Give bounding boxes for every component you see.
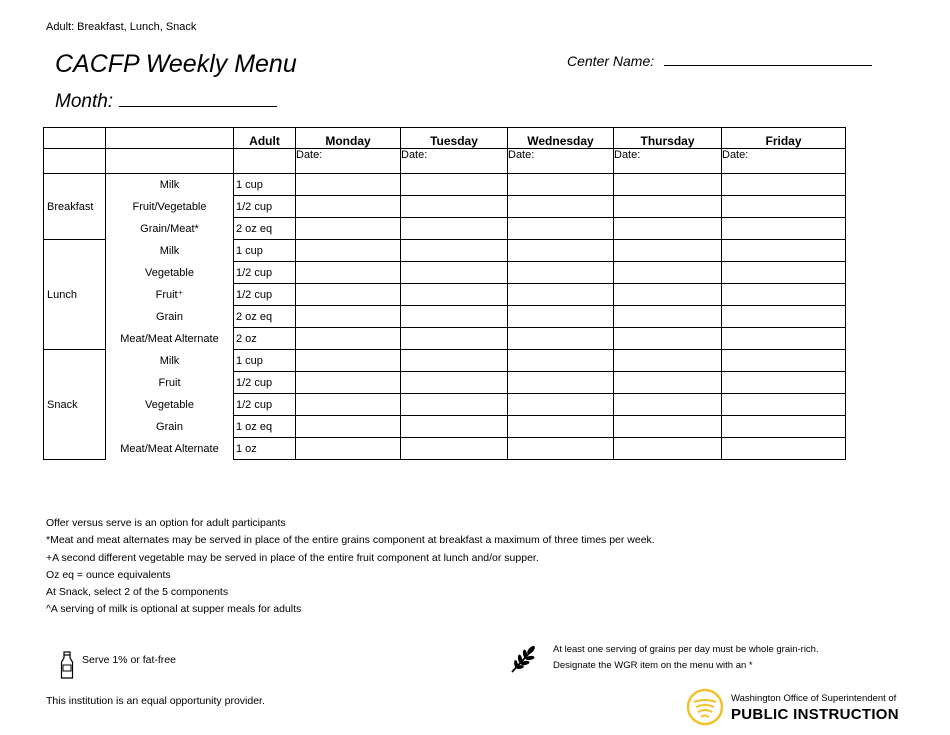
note-line: ^A serving of milk is optional at supper meals for adults (46, 603, 302, 616)
day-header-wednesday: Wednesday (508, 128, 614, 149)
component-label: Milk (106, 174, 234, 196)
milk-note: Serve 1% or fat-free (82, 654, 176, 666)
menu-entry-cell[interactable] (508, 262, 614, 284)
component-label: Fruit (106, 372, 234, 394)
menu-entry-cell[interactable] (296, 372, 401, 394)
note-line: +A second different vegetable may be served in place of the entire fruit component at lunch and/or supper. (46, 551, 539, 564)
note-line: *Meat and meat alternates may be served in place of the entire grains component at breakfast a maximum of three times per week. (46, 534, 655, 547)
month-input-line[interactable] (119, 90, 277, 107)
menu-entry-cell[interactable] (614, 174, 722, 196)
equal-opportunity-statement: This institution is an equal opportunity provider. (46, 695, 265, 707)
note-line: Offer versus serve is an option for adult participants (46, 517, 286, 529)
menu-entry-cell[interactable] (401, 328, 508, 350)
menu-entry-cell[interactable] (508, 350, 614, 372)
menu-entry-cell[interactable] (614, 350, 722, 372)
amount-header: Adult (234, 128, 296, 149)
day-header-monday: Monday (296, 128, 401, 149)
table-row (44, 218, 846, 240)
menu-entry-cell[interactable] (722, 240, 846, 262)
table-row (44, 240, 846, 262)
component-label: Fruit/Vegetable (106, 196, 234, 218)
menu-entry-cell[interactable] (614, 284, 722, 306)
component-label: Meat/Meat Alternate (106, 438, 234, 460)
form-subtitle: Adult: Breakfast, Lunch, Snack (46, 21, 197, 33)
menu-entry-cell[interactable] (722, 416, 846, 438)
serving-amount: 1 oz (234, 438, 296, 460)
menu-entry-cell[interactable] (508, 284, 614, 306)
serving-amount: 1 cup (234, 240, 296, 262)
menu-entry-cell[interactable] (508, 416, 614, 438)
menu-entry-cell[interactable] (401, 350, 508, 372)
menu-entry-cell[interactable] (614, 262, 722, 284)
menu-entry-cell[interactable] (296, 284, 401, 306)
whole-grain-note-line-2: Designate the WGR item on the menu with an * (553, 660, 753, 671)
menu-entry-cell[interactable] (401, 372, 508, 394)
menu-entry-cell[interactable] (296, 350, 401, 372)
menu-entry-cell[interactable] (722, 328, 846, 350)
center-name-input-line[interactable] (664, 53, 872, 66)
menu-entry-cell[interactable] (722, 394, 846, 416)
menu-entry-cell[interactable] (401, 174, 508, 196)
menu-entry-cell[interactable] (401, 416, 508, 438)
component-label: Grain (106, 306, 234, 328)
table-row (44, 262, 846, 284)
menu-entry-cell[interactable] (508, 328, 614, 350)
serving-amount: 1/2 cup (234, 196, 296, 218)
table-row (44, 350, 846, 372)
menu-entry-cell[interactable] (722, 174, 846, 196)
date-field-thursday[interactable]: Date: (614, 149, 722, 174)
center-name-field (567, 53, 872, 69)
menu-entry-cell[interactable] (614, 438, 722, 460)
month-label: Month: (55, 91, 114, 112)
notes (46, 515, 655, 619)
menu-entry-cell[interactable] (508, 196, 614, 218)
table-row (44, 328, 846, 350)
note-line: At Snack, select 2 of the 5 components (46, 586, 229, 599)
menu-entry-cell[interactable] (508, 240, 614, 262)
menu-entry-cell[interactable] (508, 372, 614, 394)
meal-label: Snack (44, 350, 106, 460)
whole-grain-note (553, 642, 819, 674)
serving-amount: 1 oz eq (234, 416, 296, 438)
menu-entry-cell[interactable] (614, 394, 722, 416)
serving-amount: 1/2 cup (234, 372, 296, 394)
table-row (44, 416, 846, 438)
logo-agency-line: Washington Office of Superintendent of (731, 693, 897, 704)
serving-amount: 1/2 cup (234, 284, 296, 306)
date-field-friday[interactable]: Date: (722, 149, 846, 174)
menu-entry-cell[interactable] (296, 394, 401, 416)
menu-entry-cell[interactable] (508, 218, 614, 240)
menu-entry-cell[interactable] (296, 306, 401, 328)
month-field (55, 90, 277, 113)
note-line: Oz eq = ounce equivalents (46, 568, 171, 581)
day-header-tuesday: Tuesday (401, 128, 508, 149)
menu-entry-cell[interactable] (296, 328, 401, 350)
day-header-thursday: Thursday (614, 128, 722, 149)
menu-entry-cell[interactable] (296, 174, 401, 196)
table-row (44, 284, 846, 306)
menu-entry-cell[interactable] (614, 218, 722, 240)
menu-entry-cell[interactable] (614, 240, 722, 262)
menu-entry-cell[interactable] (401, 196, 508, 218)
menu-entry-cell[interactable] (508, 394, 614, 416)
menu-entry-cell[interactable] (722, 262, 846, 284)
date-field-tuesday[interactable]: Date: (401, 149, 508, 174)
menu-entry-cell[interactable] (296, 196, 401, 218)
serving-amount: 2 oz eq (234, 306, 296, 328)
component-label: Vegetable (106, 394, 234, 416)
component-label: Milk (106, 240, 234, 262)
component-label: Fruit⁺ (106, 284, 234, 306)
menu-entry-cell[interactable] (508, 438, 614, 460)
menu-entry-cell[interactable] (614, 196, 722, 218)
component-label: Vegetable (106, 262, 234, 284)
serving-amount: 1 cup (234, 350, 296, 372)
menu-entry-cell[interactable] (296, 262, 401, 284)
menu-entry-cell[interactable] (401, 262, 508, 284)
serving-amount: 2 oz (234, 328, 296, 350)
menu-entry-cell[interactable] (401, 240, 508, 262)
day-header-friday: Friday (722, 128, 846, 149)
menu-entry-cell[interactable] (296, 438, 401, 460)
table-row (44, 174, 846, 196)
menu-entry-cell[interactable] (508, 174, 614, 196)
table-row (44, 306, 846, 328)
menu-entry-cell[interactable] (296, 416, 401, 438)
menu-entry-cell[interactable] (722, 372, 846, 394)
menu-entry-cell[interactable] (722, 350, 846, 372)
serving-amount: 2 oz eq (234, 218, 296, 240)
table-row (44, 372, 846, 394)
whole-grain-note-line-1: At least one serving of grains per day must be whole grain-rich. (553, 644, 819, 655)
table-row (44, 394, 846, 416)
menu-entry-cell[interactable] (296, 240, 401, 262)
component-label: Grain (106, 416, 234, 438)
serving-amount: 1/2 cup (234, 394, 296, 416)
meal-label: Breakfast (44, 174, 106, 240)
menu-entry-cell[interactable] (508, 306, 614, 328)
menu-entry-cell[interactable] (614, 416, 722, 438)
menu-entry-cell[interactable] (296, 218, 401, 240)
menu-entry-cell[interactable] (401, 394, 508, 416)
weekly-menu-table (43, 127, 846, 460)
menu-entry-cell[interactable] (614, 372, 722, 394)
table-row (44, 196, 846, 218)
milk-bottle-icon (60, 651, 74, 679)
logo-agency-name: PUBLIC INSTRUCTION (731, 706, 899, 723)
menu-entry-cell[interactable] (722, 306, 846, 328)
table-row (44, 438, 846, 460)
date-field-monday[interactable]: Date: (296, 149, 401, 174)
component-label: Grain/Meat* (106, 218, 234, 240)
page-title: CACFP Weekly Menu (55, 50, 297, 78)
menu-entry-cell[interactable] (722, 284, 846, 306)
date-field-wednesday[interactable]: Date: (508, 149, 614, 174)
menu-entry-cell[interactable] (401, 284, 508, 306)
menu-entry-cell[interactable] (401, 306, 508, 328)
ospi-logo-icon (686, 688, 724, 726)
meal-label: Lunch (44, 240, 106, 350)
menu-entry-cell[interactable] (614, 328, 722, 350)
serving-amount: 1/2 cup (234, 262, 296, 284)
component-label: Milk (106, 350, 234, 372)
menu-entry-cell[interactable] (401, 438, 508, 460)
menu-entry-cell[interactable] (722, 218, 846, 240)
wheat-icon (509, 644, 539, 674)
serving-amount: 1 cup (234, 174, 296, 196)
menu-entry-cell[interactable] (722, 196, 846, 218)
menu-entry-cell[interactable] (614, 306, 722, 328)
center-name-label: Center Name: (567, 53, 655, 69)
menu-entry-cell[interactable] (401, 218, 508, 240)
component-label: Meat/Meat Alternate (106, 328, 234, 350)
menu-entry-cell[interactable] (722, 438, 846, 460)
